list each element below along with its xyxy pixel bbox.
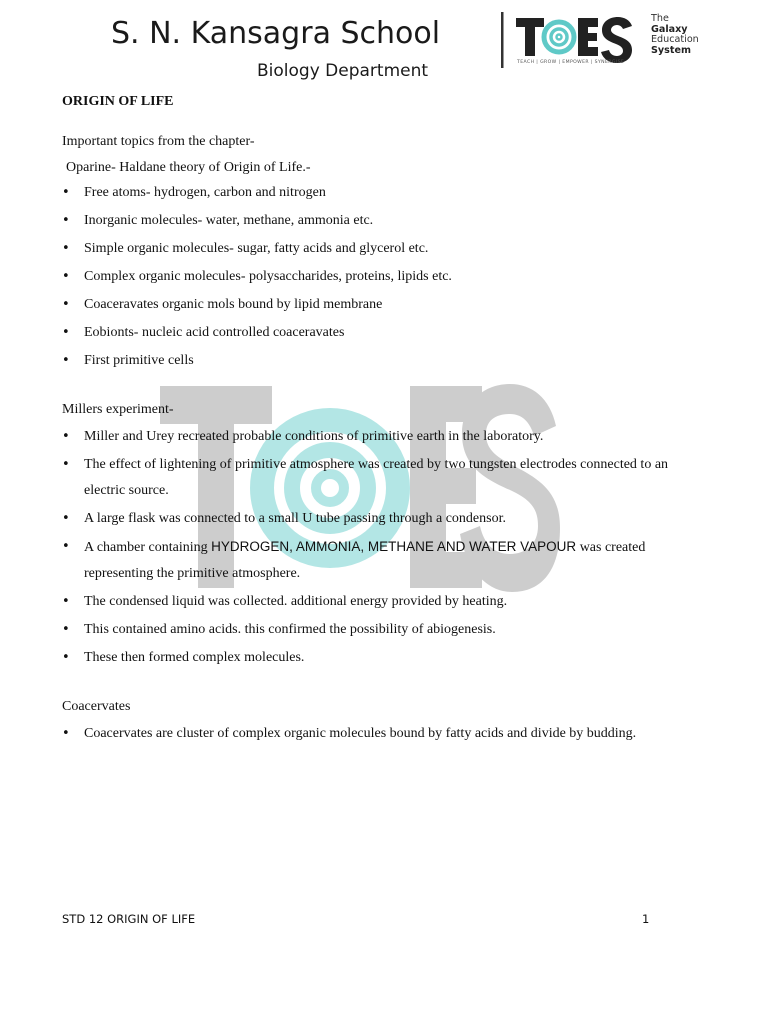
list-item: • This contained amino acids. this confirmed the possibility of abiogenesis. — [62, 617, 702, 643]
document-body — [62, 92, 702, 749]
logo-tagline: TEACH | GROW | EMPOWER | SYNERGISE — [517, 60, 625, 65]
logo-name-line4: System — [651, 44, 691, 56]
intro-heading: Important topics from the chapter- — [62, 134, 255, 149]
document-title: ORIGIN OF LIFE — [62, 94, 174, 109]
logo-letter-s — [601, 17, 632, 63]
intro-subheading: Oparine- Haldane theory of Origin of Life.- — [66, 160, 311, 175]
logo-name-line3: Education — [651, 34, 699, 45]
department-name: Biology Department — [257, 61, 429, 81]
logo-letter-e — [578, 18, 598, 56]
list-item: • First primitive cells — [62, 348, 702, 374]
intro-list — [62, 180, 702, 374]
list-item: • The effect of lightening of primitive atmosphere was created by two tungsten electrodes connected to an electric source. — [62, 452, 702, 504]
footer-label: STD 12 ORIGIN OF LIFE — [62, 912, 196, 926]
list-item: • Inorganic molecules- water, methane, ammonia etc. — [62, 208, 702, 234]
list-item: • Simple organic molecules- sugar, fatty acids and glycerol etc. — [62, 236, 702, 262]
list-item: • Miller and Urey recreated probable conditions of primitive earth in the laboratory. — [62, 424, 702, 450]
logo-name-line1: The — [651, 13, 669, 24]
list-item: • Free atoms- hydrogen, carbon and nitrogen — [62, 180, 702, 206]
coacervates-list — [62, 721, 702, 747]
list-item-chamber — [62, 534, 702, 587]
chamber-text-after: was created representing the primitive atmosphere. — [84, 540, 646, 581]
coacervates-heading: Coacervates — [62, 699, 131, 714]
list-item: • Complex organic molecules- polysaccharides, proteins, lipids etc. — [62, 264, 702, 290]
list-item: • The condensed liquid was collected. additional energy provided by heating. — [62, 589, 702, 615]
chamber-gases: HYDROGEN, AMMONIA, METHANE AND WATER VAPOUR — [211, 539, 577, 554]
list-item: • Eobionts- nucleic acid controlled coaceravates — [62, 320, 702, 346]
logo-swirl-icon — [544, 22, 574, 52]
logo-divider — [501, 12, 504, 68]
logo-letter-t — [516, 18, 544, 56]
millers-list — [62, 424, 702, 671]
logo-org-name — [651, 14, 699, 56]
millers-heading: Millers experiment- — [62, 402, 174, 417]
list-item: • Coacervates are cluster of complex organic molecules bound by fatty acids and divide by budding. — [62, 721, 702, 747]
logo-name-line2: Galaxy — [651, 23, 688, 35]
list-item: • A large flask was connected to a small U tube passing through a condensor. — [62, 506, 702, 532]
school-name: S. N. Kansagra School — [111, 16, 441, 51]
page-number: 1 — [642, 912, 650, 926]
chamber-text-before: A chamber containing — [84, 540, 212, 555]
list-item: • These then formed complex molecules. — [62, 645, 702, 671]
list-item: • Coaceravates organic mols bound by lipid membrane — [62, 292, 702, 318]
